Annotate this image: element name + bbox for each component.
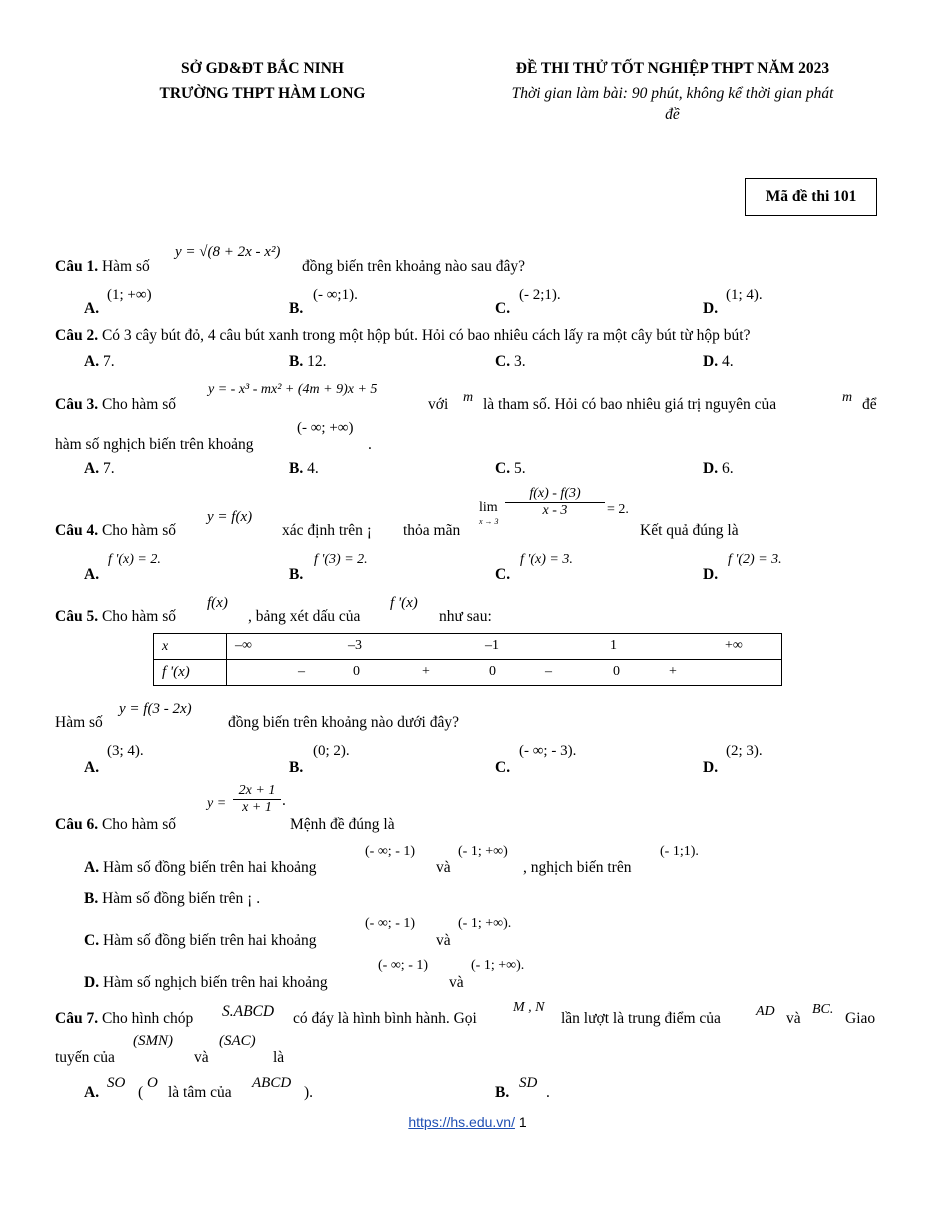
option-a <box>84 859 316 877</box>
formula: BC. <box>812 1002 834 1017</box>
option-d <box>703 460 734 478</box>
question-text: Cho hàm số <box>101 816 177 833</box>
page-footer <box>0 1114 935 1130</box>
interval: (- ∞; - 1) <box>365 916 416 931</box>
formula: S.ABCD <box>222 1003 275 1020</box>
question-text: hàm số nghịch biến trên khoảng <box>55 436 254 453</box>
option-c-value: f '(x) = 3. <box>520 552 573 567</box>
option-d-value: (1; 4). <box>726 287 763 303</box>
sign-table <box>153 633 782 686</box>
option-a-label: A. <box>84 1084 100 1101</box>
option-a-tail: , nghịch biến trên <box>523 859 632 876</box>
conjunction: và <box>436 859 451 876</box>
question-text: tuyến của <box>55 1049 115 1066</box>
option-c-text: Hàm số đồng biến trên hai khoảng <box>102 932 317 949</box>
table-cell: 0 <box>613 664 620 679</box>
table-cell: 0 <box>353 664 360 679</box>
option-d-text: Hàm số nghịch biến trên hai khoảng <box>102 974 328 991</box>
fraction-denominator: x - 3 <box>542 503 568 518</box>
option-a-label: A. <box>84 460 100 477</box>
question-label: Câu 2. <box>55 327 99 344</box>
option-d-value: 4. <box>721 353 734 370</box>
option-c-label: C. <box>84 932 100 949</box>
option-b <box>84 890 260 908</box>
question-text: Có 3 cây bút đỏ, 4 câu bút xanh trong một hộp bút. Hỏi có bao nhiêu cách lấy ra một cây bút từ hộp bút? <box>101 327 751 344</box>
option-a-text: là tâm của <box>168 1084 232 1101</box>
limit-sub: x → 3 <box>479 517 499 526</box>
table-cell: 1 <box>610 638 617 653</box>
limit: lim <box>479 500 498 515</box>
option-c-label: C. <box>495 460 511 477</box>
table-row <box>154 660 782 686</box>
table-row <box>154 634 782 660</box>
option-a-paren: ( <box>138 1084 144 1101</box>
option-d-label: D. <box>703 759 719 776</box>
option-a-text: Hàm số đồng biến trên hai khoảng <box>102 859 317 876</box>
question-text: như sau: <box>439 608 492 625</box>
fraction-denominator: x + 1 <box>242 800 272 815</box>
option-a-value: (1; +∞) <box>107 287 152 303</box>
question-text: là tham số. Hỏi có bao nhiêu giá trị nguyên của <box>483 396 777 413</box>
option-b-value: 12. <box>307 353 327 370</box>
interval: (- ∞; +∞) <box>297 420 354 436</box>
option-b-dot: . <box>546 1084 550 1101</box>
option-b-label: B. <box>84 890 99 907</box>
question-1 <box>55 258 150 276</box>
option-d-value: 6. <box>721 460 734 477</box>
option-d-value: f '(2) = 3. <box>728 552 782 567</box>
option-b-label: B. <box>495 1084 510 1101</box>
option-c-value: (- ∞; - 3). <box>519 743 577 759</box>
option-b-label: B. <box>289 566 304 583</box>
option-c-label: C. <box>495 353 511 370</box>
question-label: Câu 6. <box>55 816 99 833</box>
question-6 <box>55 816 176 834</box>
limit-fraction <box>505 486 605 519</box>
formula: ABCD <box>252 1075 292 1091</box>
option-d-label: D. <box>703 566 719 583</box>
option-b-label: B. <box>289 300 304 317</box>
question-text: Cho hàm số <box>101 608 177 625</box>
option-d <box>84 974 328 992</box>
question-text: đồng biến trên khoảng nào sau đây? <box>302 258 525 275</box>
interval: (- 1; +∞). <box>458 916 512 931</box>
question-label: Câu 4. <box>55 522 99 539</box>
table-cell: –1 <box>485 638 499 653</box>
question-text: để <box>862 396 877 413</box>
table-row-label: x <box>154 634 227 660</box>
question-text: lần lượt là trung điểm của <box>561 1010 721 1027</box>
table-row-values <box>227 634 782 660</box>
formula: (SAC) <box>219 1033 256 1049</box>
option-d <box>703 353 734 371</box>
option-b <box>289 460 319 478</box>
table-cell: + <box>422 664 430 679</box>
school-department: SỞ GD&ĐT BẮC NINH <box>181 60 344 77</box>
option-a-close: ). <box>304 1084 314 1101</box>
question-text: , bảng xét dấu của <box>248 608 361 625</box>
table-cell: 0 <box>489 664 496 679</box>
option-a-label: A. <box>84 759 100 776</box>
question-text: xác định trên ¡ <box>282 522 372 539</box>
conjunction: và <box>436 932 451 949</box>
conjunction: và <box>449 974 464 991</box>
option-a <box>84 353 115 371</box>
option-a <box>84 460 115 478</box>
option-a-label: A. <box>84 300 100 317</box>
exam-code-box <box>745 178 877 216</box>
period: . <box>368 436 372 453</box>
formula: y = f(3 - 2x) <box>119 701 192 717</box>
question-text: với <box>428 396 449 413</box>
option-d-label: D. <box>703 300 719 317</box>
period: . <box>282 792 286 809</box>
option-a-value: 7. <box>102 353 115 370</box>
question-label: Câu 3. <box>55 396 99 413</box>
option-d-value: (2; 3). <box>726 743 763 759</box>
footer-link[interactable]: https://hs.edu.vn/ <box>408 1114 515 1130</box>
option-b-text: Hàm số đồng biến trên ¡ . <box>102 890 261 907</box>
question-7 <box>55 1010 193 1028</box>
option-b-value: (- ∞;1). <box>313 287 358 303</box>
formula: y = f(x) <box>207 509 253 525</box>
option-b-label: B. <box>289 460 304 477</box>
option-a-label: A. <box>84 353 100 370</box>
table-cell: +∞ <box>725 638 743 653</box>
question-text: Hàm số <box>101 258 150 275</box>
option-b <box>289 353 326 371</box>
formula: y = - x³ - mx² + (4m + 9)x + 5 <box>208 382 378 397</box>
option-d-label: D. <box>84 974 100 991</box>
table-cell: – <box>298 664 305 679</box>
option-c-label: C. <box>495 566 511 583</box>
formula: f(x) <box>207 595 228 611</box>
fraction-numerator: f(x) - f(3) <box>505 486 605 503</box>
limit-value: = 2. <box>607 502 629 517</box>
conjunction: và <box>194 1049 209 1066</box>
question-text: Cho hàm số <box>101 522 177 539</box>
formula: f '(x) <box>390 595 418 611</box>
option-c <box>495 460 526 478</box>
option-a-label: A. <box>84 566 100 583</box>
option-a-value: (3; 4). <box>107 743 144 759</box>
table-cell: –3 <box>348 638 362 653</box>
option-a-value: 7. <box>102 460 115 477</box>
formula-y: y = <box>207 796 227 811</box>
param-m: m <box>463 390 474 405</box>
fraction-numerator: 2x + 1 <box>233 783 281 800</box>
question-4 <box>55 522 176 540</box>
option-c <box>495 353 526 371</box>
question-text: Cho hàm số <box>101 396 177 413</box>
option-b-value: f '(3) = 2. <box>314 552 368 567</box>
table-cell: –∞ <box>235 638 252 653</box>
interval: (- 1;1). <box>660 844 699 859</box>
table-row-values <box>227 660 782 686</box>
param-m: m <box>842 390 853 405</box>
school-name: TRƯỜNG THPT HÀM LONG <box>159 85 366 102</box>
question-text: Kết quả đúng là <box>640 522 739 539</box>
exam-duration: Thời gian làm bài: 90 phút, không kể thời gian phát <box>511 85 834 102</box>
question-text: thỏa mãn <box>403 522 461 539</box>
question-text: Hàm số <box>55 714 103 731</box>
question-5 <box>55 608 176 626</box>
formula-fraction <box>233 783 281 816</box>
question-label: Câu 5. <box>55 608 99 625</box>
question-text: có đáy là hình bình hành. Gọi <box>293 1010 477 1027</box>
question-label: Câu 1. <box>55 258 99 275</box>
option-a-value: f '(x) = 2. <box>108 552 161 567</box>
option-b-value: (0; 2). <box>313 743 350 759</box>
table-cell: – <box>545 664 552 679</box>
option-c <box>84 932 316 950</box>
interval: (- ∞; - 1) <box>365 844 416 859</box>
option-c-value: 3. <box>513 353 526 370</box>
question-text: Mệnh đề đúng là <box>290 816 395 833</box>
option-d-label: D. <box>703 353 719 370</box>
question-text: là <box>273 1049 285 1066</box>
option-a-value: SO <box>107 1075 126 1091</box>
option-c-label: C. <box>495 759 511 776</box>
interval: (- 1; +∞). <box>471 958 525 973</box>
table-cell: + <box>669 664 677 679</box>
exam-duration-cont: đề <box>665 106 680 123</box>
question-text: Cho hình chóp <box>101 1010 194 1027</box>
exam-code: Mã đề thi 101 <box>765 188 857 205</box>
page-number: 1 <box>518 1114 527 1130</box>
formula: (SMN) <box>133 1033 173 1049</box>
question-3 <box>55 396 176 414</box>
formula: M , N <box>513 1000 545 1015</box>
option-c-value: (- 2;1). <box>519 287 561 303</box>
table-row-label: f '(x) <box>154 660 227 686</box>
formula: y = √(8 + 2x - x²) <box>175 244 281 260</box>
option-b-label: B. <box>289 353 304 370</box>
option-c-value: 5. <box>513 460 526 477</box>
question-label: Câu 7. <box>55 1010 99 1027</box>
option-d-label: D. <box>703 460 719 477</box>
point-o: O <box>147 1075 158 1091</box>
question-text: đồng biến trên khoảng nào dưới đây? <box>228 714 459 731</box>
option-b-value: 4. <box>307 460 319 477</box>
option-b-label: B. <box>289 759 304 776</box>
interval: (- 1; +∞) <box>458 844 508 859</box>
formula: AD <box>756 1004 775 1019</box>
question-text: Giao <box>845 1010 876 1027</box>
option-c-label: C. <box>495 300 511 317</box>
option-a-label: A. <box>84 859 100 876</box>
option-b-value: SD <box>519 1075 538 1091</box>
question-2 <box>55 327 750 345</box>
conjunction: và <box>786 1010 801 1027</box>
exam-title: ĐỀ THI THỬ TỐT NGHIỆP THPT NĂM 2023 <box>515 60 830 77</box>
interval: (- ∞; - 1) <box>378 958 429 973</box>
